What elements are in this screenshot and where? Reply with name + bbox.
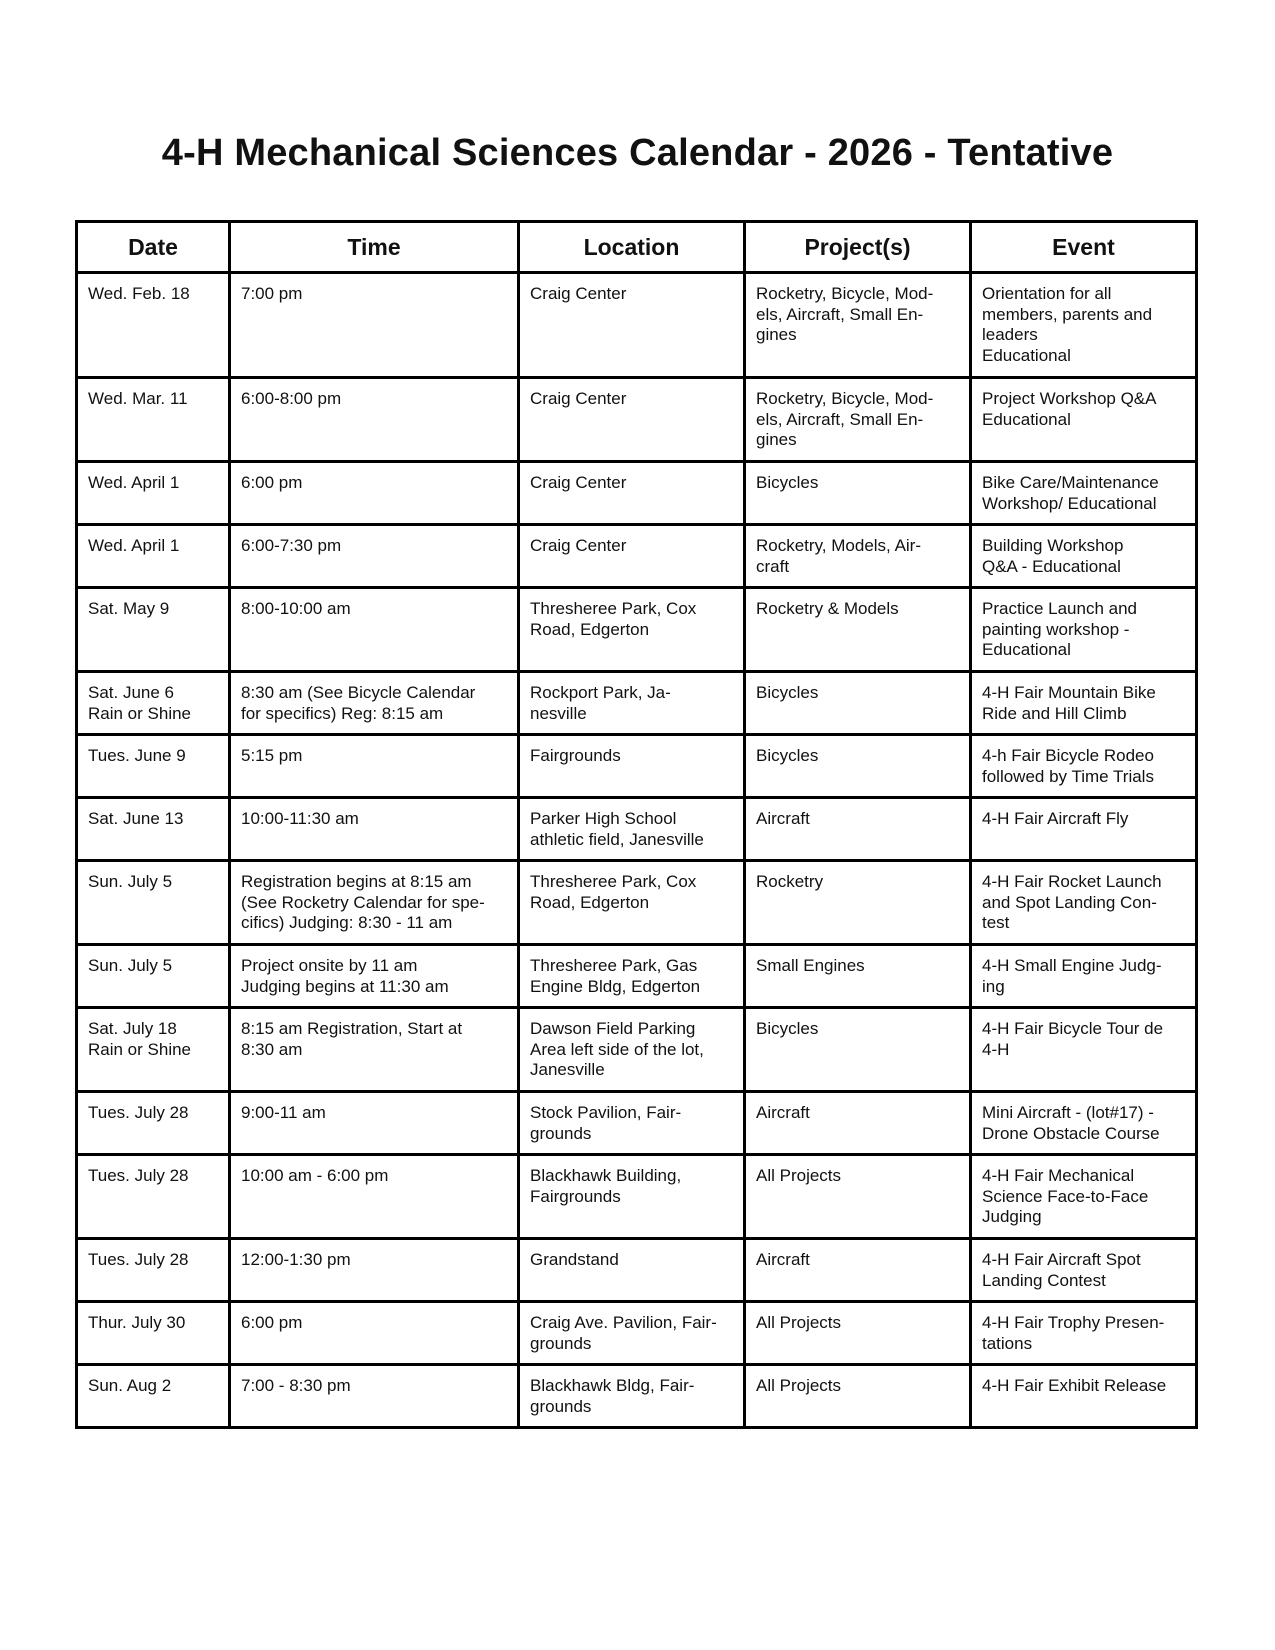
location-cell: Stock Pavilion, Fair- grounds xyxy=(519,1092,745,1155)
time-cell: Registration begins at 8:15 am (See Rocketry Calendar for spe- cifics) Judging: 8:30 - 11 am xyxy=(230,861,519,945)
table-row xyxy=(77,1008,1197,1092)
table-row xyxy=(77,588,1197,672)
date-cell: Sat. May 9 xyxy=(77,588,230,672)
time-cell: 8:00-10:00 am xyxy=(230,588,519,672)
time-cell: 10:00-11:30 am xyxy=(230,798,519,861)
date-cell: Sat. July 18 Rain or Shine xyxy=(77,1008,230,1092)
date-cell: Sun. Aug 2 xyxy=(77,1365,230,1428)
table-row xyxy=(77,945,1197,1008)
event-cell: 4-H Fair Mechanical Science Face-to-Face Judging xyxy=(971,1155,1197,1239)
time-cell: 8:15 am Registration, Start at 8:30 am xyxy=(230,1008,519,1092)
event-cell: Orientation for all members, parents and leaders Educational xyxy=(971,273,1197,378)
projects-cell: Bicycles xyxy=(745,1008,971,1092)
event-cell: 4-H Small Engine Judg- ing xyxy=(971,945,1197,1008)
time-cell: 7:00 pm xyxy=(230,273,519,378)
table-row xyxy=(77,1302,1197,1365)
time-cell: 6:00 pm xyxy=(230,462,519,525)
table-row xyxy=(77,525,1197,588)
date-cell: Wed. April 1 xyxy=(77,462,230,525)
table-row xyxy=(77,798,1197,861)
calendar-body xyxy=(77,273,1197,1428)
location-cell: Blackhawk Building, Fairgrounds xyxy=(519,1155,745,1239)
event-cell: Mini Aircraft - (lot#17) - Drone Obstacle Course xyxy=(971,1092,1197,1155)
location-cell: Craig Center xyxy=(519,462,745,525)
date-cell: Thur. July 30 xyxy=(77,1302,230,1365)
date-cell: Wed. Feb. 18 xyxy=(77,273,230,378)
date-cell: Tues. July 28 xyxy=(77,1155,230,1239)
date-cell: Tues. July 28 xyxy=(77,1092,230,1155)
table-row xyxy=(77,1365,1197,1428)
location-cell: Dawson Field Parking Area left side of the lot, Janesville xyxy=(519,1008,745,1092)
header-row xyxy=(77,222,1197,273)
date-cell: Tues. July 28 xyxy=(77,1239,230,1302)
page-title: 4-H Mechanical Sciences Calendar - 2026 - Tentative xyxy=(161,132,1114,174)
event-cell: 4-h Fair Bicycle Rodeo followed by Time Trials xyxy=(971,735,1197,798)
projects-cell: Aircraft xyxy=(745,1239,971,1302)
location-cell: Blackhawk Bldg, Fair- grounds xyxy=(519,1365,745,1428)
projects-cell: Bicycles xyxy=(745,462,971,525)
header-projects: Project(s) xyxy=(745,222,971,273)
projects-cell: Bicycles xyxy=(745,672,971,735)
projects-cell: Small Engines xyxy=(745,945,971,1008)
event-cell: 4-H Fair Trophy Presen- tations xyxy=(971,1302,1197,1365)
date-cell: Sun. July 5 xyxy=(77,861,230,945)
event-cell: Practice Launch and painting workshop - Educational xyxy=(971,588,1197,672)
location-cell: Craig Center xyxy=(519,378,745,462)
time-cell: 12:00-1:30 pm xyxy=(230,1239,519,1302)
table-row xyxy=(77,462,1197,525)
time-cell: 7:00 - 8:30 pm xyxy=(230,1365,519,1428)
event-cell: 4-H Fair Exhibit Release xyxy=(971,1365,1197,1428)
time-cell: 6:00-8:00 pm xyxy=(230,378,519,462)
event-cell: 4-H Fair Rocket Launch and Spot Landing Con- test xyxy=(971,861,1197,945)
time-cell: 8:30 am (See Bicycle Calendar for specifics) Reg: 8:15 am xyxy=(230,672,519,735)
projects-cell: Rocketry xyxy=(745,861,971,945)
location-cell: Craig Ave. Pavilion, Fair- grounds xyxy=(519,1302,745,1365)
time-cell: 5:15 pm xyxy=(230,735,519,798)
table-row xyxy=(77,1155,1197,1239)
projects-cell: Rocketry, Models, Air- craft xyxy=(745,525,971,588)
projects-cell: Aircraft xyxy=(745,1092,971,1155)
location-cell: Rockport Park, Ja- nesville xyxy=(519,672,745,735)
table-row xyxy=(77,273,1197,378)
location-cell: Parker High School athletic field, Janesville xyxy=(519,798,745,861)
projects-cell: Rocketry, Bicycle, Mod- els, Aircraft, Small En- gines xyxy=(745,378,971,462)
date-cell: Sat. June 6 Rain or Shine xyxy=(77,672,230,735)
table-row xyxy=(77,861,1197,945)
date-cell: Wed. April 1 xyxy=(77,525,230,588)
event-cell: 4-H Fair Aircraft Fly xyxy=(971,798,1197,861)
event-cell: 4-H Fair Aircraft Spot Landing Contest xyxy=(971,1239,1197,1302)
projects-cell: All Projects xyxy=(745,1365,971,1428)
calendar-table xyxy=(75,220,1198,1429)
time-cell: 6:00 pm xyxy=(230,1302,519,1365)
table-row xyxy=(77,378,1197,462)
table-row xyxy=(77,1239,1197,1302)
header-time: Time xyxy=(230,222,519,273)
location-cell: Thresheree Park, Cox Road, Edgerton xyxy=(519,588,745,672)
table-row xyxy=(77,735,1197,798)
table-row xyxy=(77,1092,1197,1155)
projects-cell: Rocketry & Models xyxy=(745,588,971,672)
header-event: Event xyxy=(971,222,1197,273)
location-cell: Thresheree Park, Gas Engine Bldg, Edgerton xyxy=(519,945,745,1008)
date-cell: Sat. June 13 xyxy=(77,798,230,861)
event-cell: Building Workshop Q&A - Educational xyxy=(971,525,1197,588)
location-cell: Fairgrounds xyxy=(519,735,745,798)
date-cell: Sun. July 5 xyxy=(77,945,230,1008)
location-cell: Craig Center xyxy=(519,273,745,378)
location-cell: Grandstand xyxy=(519,1239,745,1302)
projects-cell: Aircraft xyxy=(745,798,971,861)
projects-cell: Rocketry, Bicycle, Mod- els, Aircraft, Small En- gines xyxy=(745,273,971,378)
date-cell: Tues. June 9 xyxy=(77,735,230,798)
time-cell: 6:00-7:30 pm xyxy=(230,525,519,588)
event-cell: Bike Care/Maintenance Workshop/ Educational xyxy=(971,462,1197,525)
date-cell: Wed. Mar. 11 xyxy=(77,378,230,462)
projects-cell: All Projects xyxy=(745,1302,971,1365)
location-cell: Thresheree Park, Cox Road, Edgerton xyxy=(519,861,745,945)
event-cell: 4-H Fair Bicycle Tour de 4-H xyxy=(971,1008,1197,1092)
header-location: Location xyxy=(519,222,745,273)
projects-cell: Bicycles xyxy=(745,735,971,798)
table-row xyxy=(77,672,1197,735)
header-date: Date xyxy=(77,222,230,273)
time-cell: Project onsite by 11 am Judging begins at 11:30 am xyxy=(230,945,519,1008)
event-cell: Project Workshop Q&A Educational xyxy=(971,378,1197,462)
projects-cell: All Projects xyxy=(745,1155,971,1239)
time-cell: 10:00 am - 6:00 pm xyxy=(230,1155,519,1239)
location-cell: Craig Center xyxy=(519,525,745,588)
time-cell: 9:00-11 am xyxy=(230,1092,519,1155)
event-cell: 4-H Fair Mountain Bike Ride and Hill Climb xyxy=(971,672,1197,735)
